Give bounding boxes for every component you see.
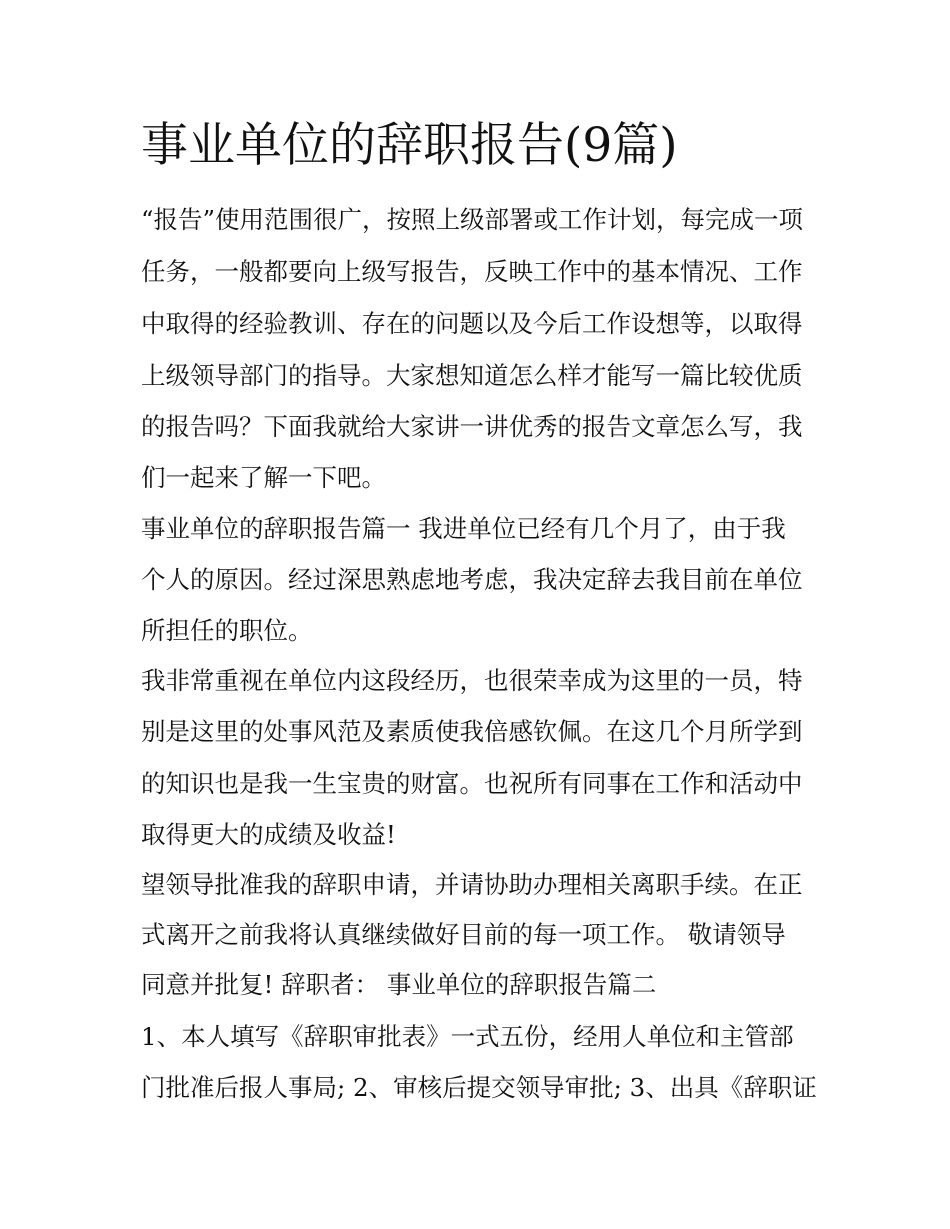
paragraph-line: 别是这里的处事风范及素质使我倍感钦佩。在这几个月所学到 [141, 717, 803, 746]
paragraph-line: 门批准后报人事局; 2、审核后提交领导审批; 3、出具《辞职证 [141, 1073, 817, 1102]
paragraph-line: “报告”使用范围很广，按照上级部署或工作计划，每完成一项 [141, 205, 804, 234]
paragraph-line: 的报告吗？下面我就给大家讲一讲优秀的报告文章怎么写，我 [141, 412, 803, 441]
paragraph-line: 1、本人填写《辞职审批表》一式五份，经用人单位和主管部 [141, 1022, 794, 1051]
paragraph-line: 任务，一般都要向上级写报告，反映工作中的基本情况、工作 [141, 257, 803, 286]
paragraph-line: 的知识也是我一生宝贵的财富。也祝所有同事在工作和活动中 [141, 769, 803, 798]
paragraph-line: 我非常重视在单位内这段经历，也很荣幸成为这里的一员，特 [141, 666, 803, 695]
paragraph-line: 上级领导部门的指导。大家想知道怎么样才能写一篇比较优质 [141, 361, 803, 390]
paragraph-line: 个人的原因。经过深思熟虑地考虑，我决定辞去我目前在单位 [141, 565, 803, 594]
paragraph-line: 事业单位的辞职报告篇一 我进单位已经有几个月了，由于我 [141, 514, 786, 543]
document-title: 事业单位的辞职报告(9篇) [141, 118, 678, 173]
paragraph-line: 们一起来了解一下吧。 [141, 463, 386, 492]
paragraph-line: 望领导批准我的辞职申请，并请协助办理相关离职手续。在正 [141, 870, 803, 899]
paragraph-line: 式离开之前我将认真继续做好目前的每一项工作。 敬请领导 [141, 920, 786, 949]
paragraph-line: 中取得的经验教训、存在的问题以及今后工作设想等，以取得 [141, 309, 803, 338]
paragraph-line: 取得更大的成绩及收益! [141, 820, 396, 849]
paragraph-line: 所担任的职位。 [141, 616, 313, 645]
paragraph-line: 同意并批复! 辞职者： 事业单位的辞职报告篇二 [141, 970, 657, 999]
